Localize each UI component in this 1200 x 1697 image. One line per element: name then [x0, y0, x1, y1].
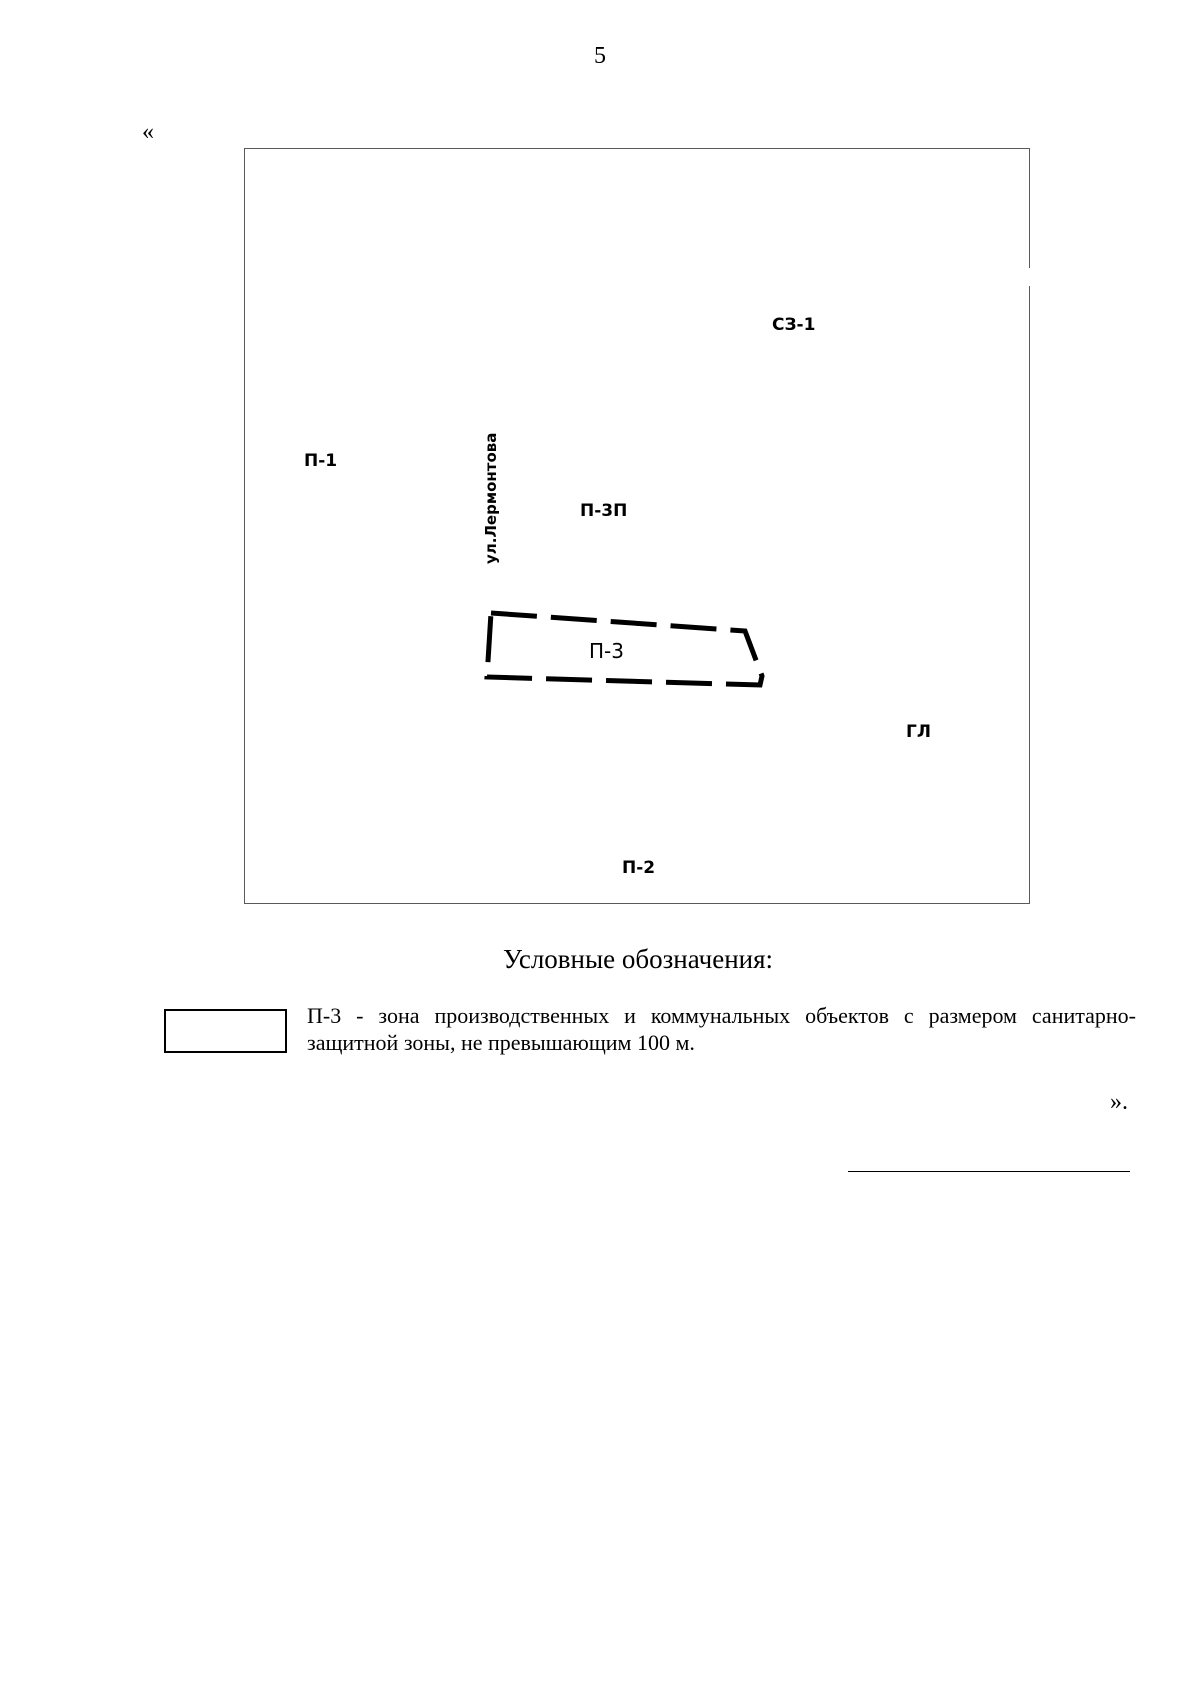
- zone-label-gl: ГЛ: [906, 722, 931, 742]
- zone-label-p2: П-2: [622, 858, 656, 878]
- page-number: 5: [594, 43, 606, 69]
- opening-quote-mark: «: [142, 119, 154, 145]
- zone-label-sz1: СЗ-1: [772, 315, 816, 335]
- zone-label-p1: П-1: [304, 451, 338, 471]
- street-label-lermontova: ул.Лермонтова: [482, 432, 500, 564]
- zone-label-p3p: П-3П: [580, 501, 628, 521]
- legend-title: Условные обозначения:: [502, 944, 774, 974]
- legend-item-text: П-3 - зона производственных и коммунальных объектов с размером санитарно-защитной зоны, не превышающим 100 м.: [307, 1003, 1136, 1055]
- end-rule: [848, 1171, 1130, 1172]
- closing-quote-mark: ».: [1110, 1089, 1128, 1115]
- zone-label-p3: П-3: [589, 639, 624, 663]
- legend-swatch: [164, 1009, 287, 1053]
